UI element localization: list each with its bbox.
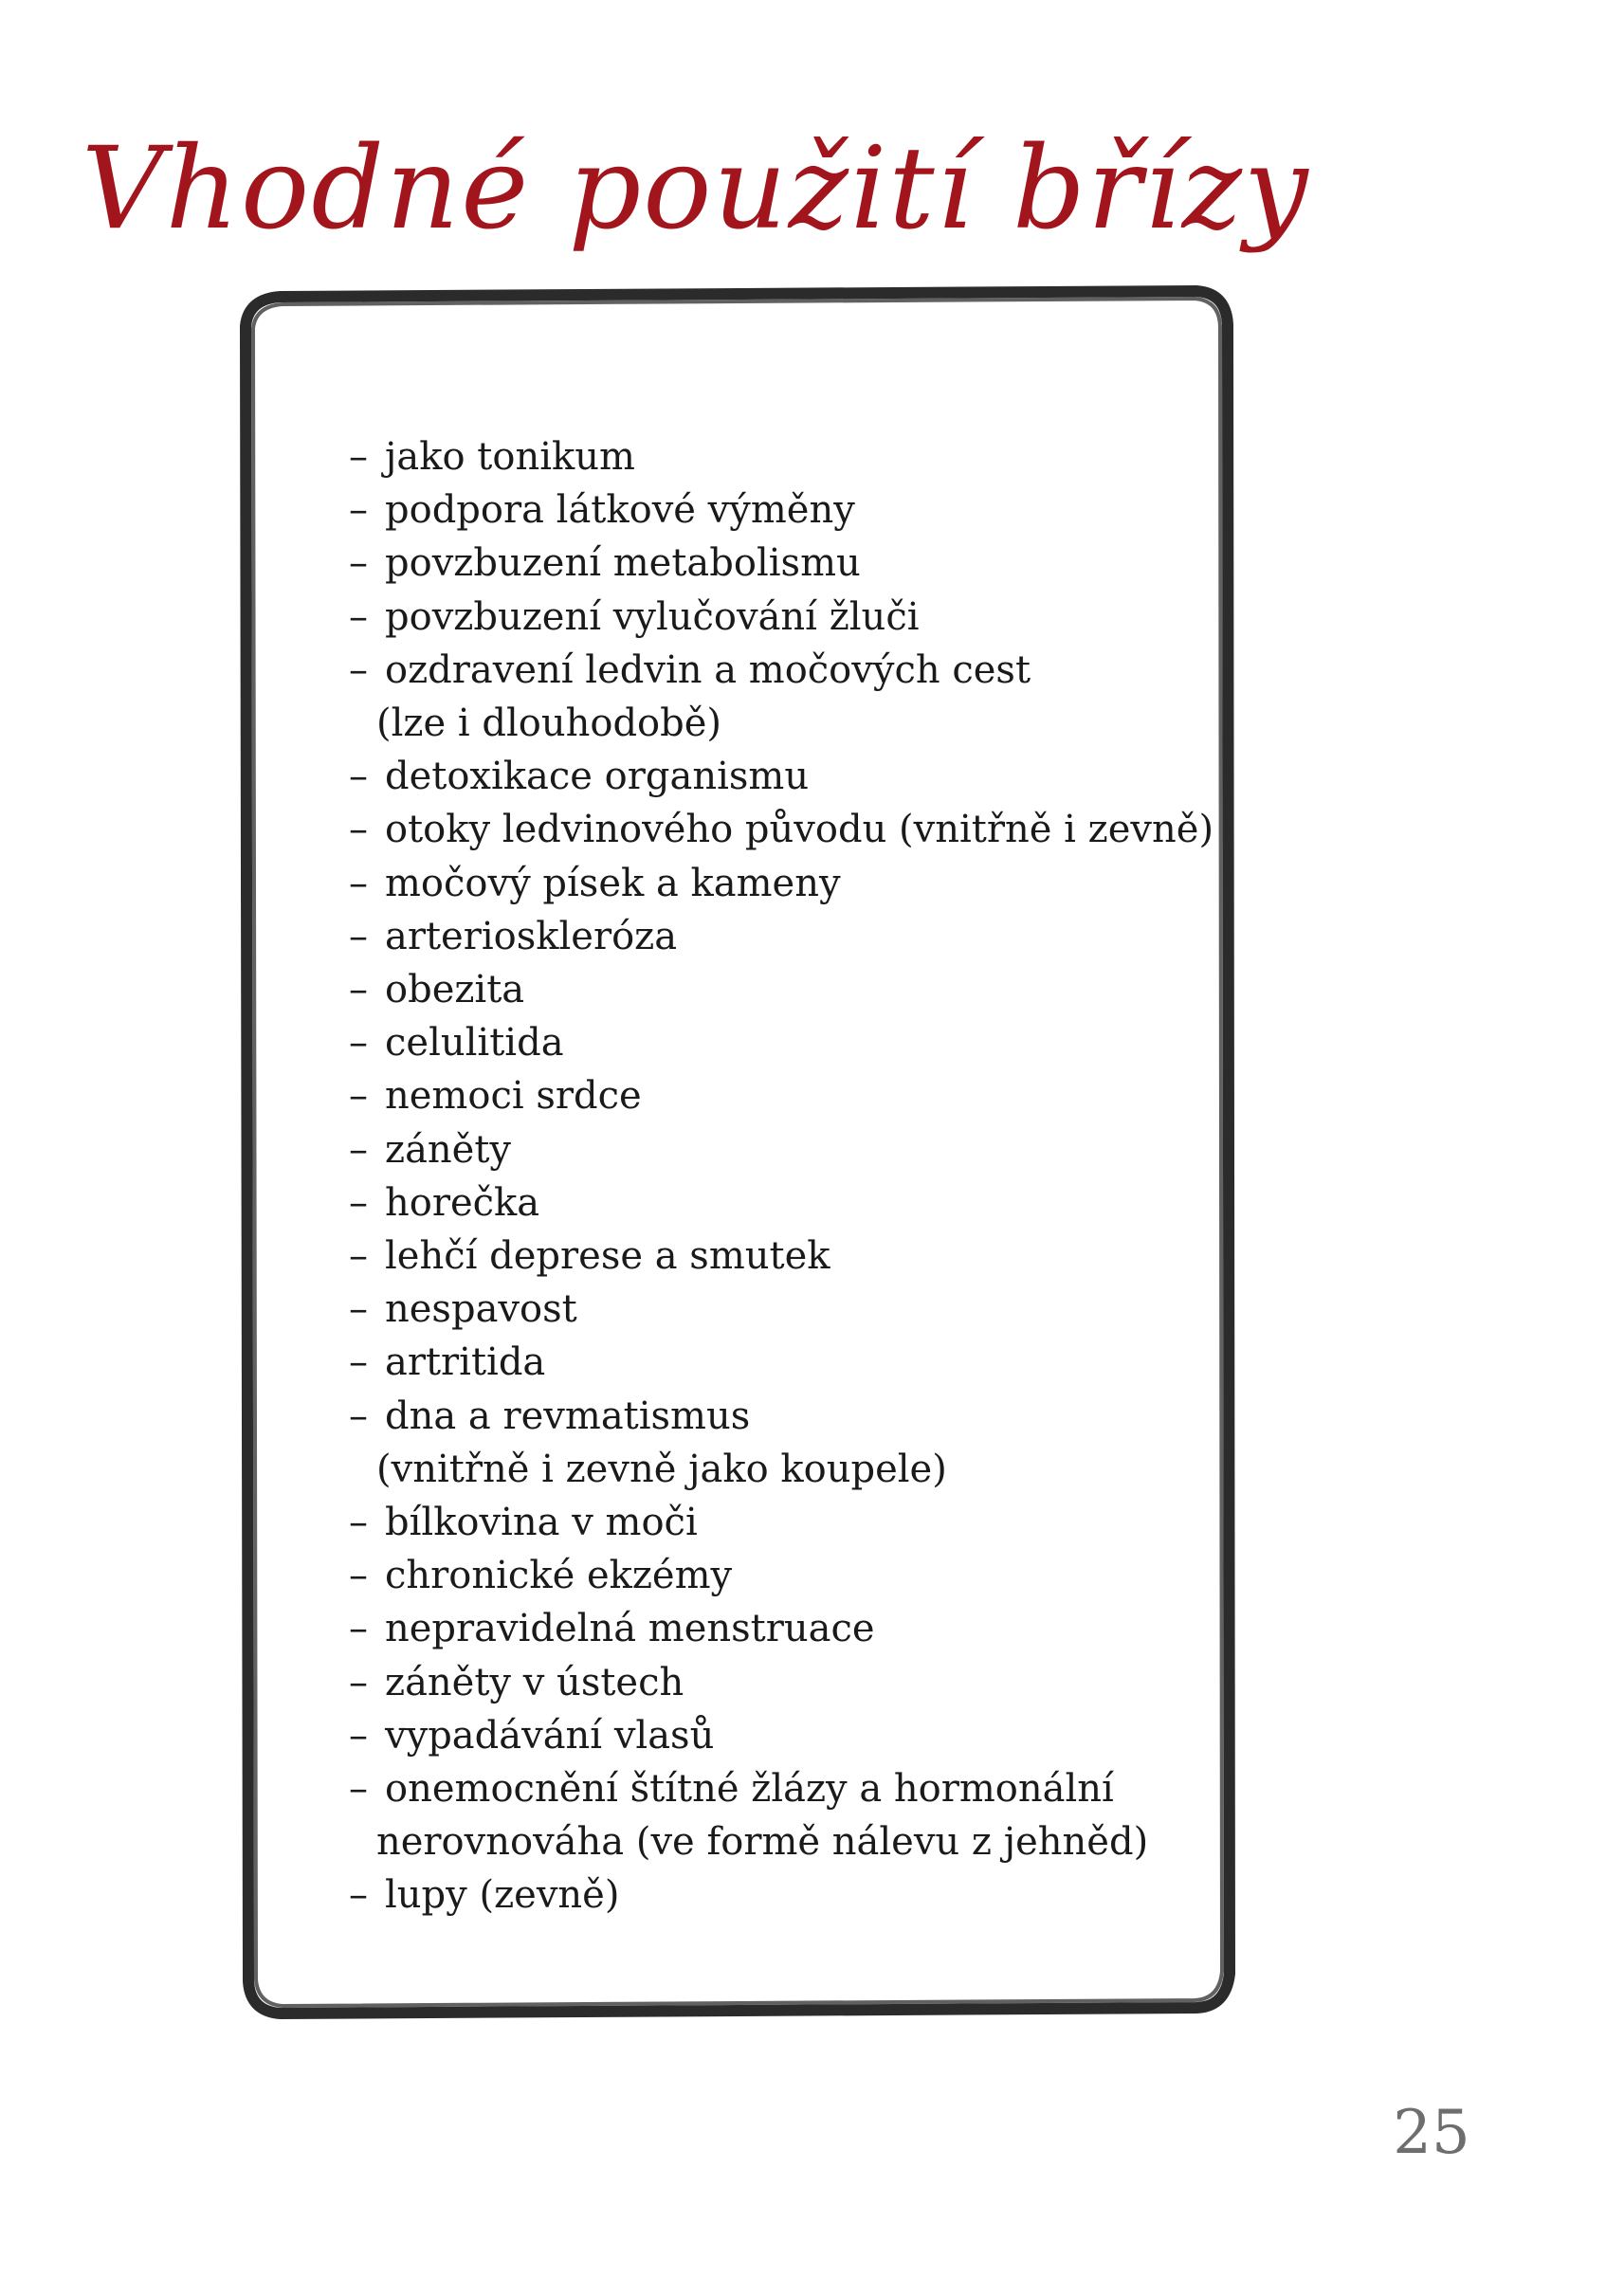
list-dash: – <box>349 1021 368 1066</box>
list-dash: – <box>349 435 368 479</box>
list-item <box>349 1868 1202 1922</box>
list-item-text: povzbuzení vylučování žluči <box>385 594 920 639</box>
list-item-text: onemocnění štítné žlázy a hormonální <box>385 1767 1114 1812</box>
list-item-continuation: (lze i dlouhodobě) <box>376 702 722 746</box>
list-item-text: nemoci srdce <box>385 1074 642 1119</box>
list-item-text: ozdravení ledvin a močových cest <box>385 647 1031 692</box>
list-dash: – <box>349 1234 368 1279</box>
list-dash: – <box>349 1767 368 1812</box>
list-item <box>349 750 1202 803</box>
list-dash: – <box>349 1554 368 1598</box>
list-item-text: podpora látkové výměny <box>385 488 855 533</box>
list-item <box>349 1602 1202 1655</box>
list-item <box>349 1496 1202 1549</box>
list-dash: – <box>349 541 368 586</box>
list-item-text: arterioskleróza <box>385 914 678 958</box>
list-item-text: lupy (zevně) <box>385 1873 620 1918</box>
list-item-continuation: nerovnováha (ve formě nálevu z jehněd) <box>376 1820 1149 1865</box>
page-number: 25 <box>1393 2098 1470 2168</box>
list-item-text: záněty <box>385 1127 512 1172</box>
list-dash: – <box>349 1607 368 1651</box>
list-item <box>349 963 1202 1016</box>
list-item-text: obezita <box>385 968 525 1012</box>
list-item <box>349 430 1202 483</box>
uses-list <box>349 430 1214 1922</box>
list-dash: – <box>349 1873 368 1918</box>
list-item <box>349 1709 1202 1762</box>
list-item <box>349 1069 1202 1122</box>
list-item <box>349 1283 1202 1336</box>
list-item <box>349 591 1202 644</box>
list-dash: – <box>349 1501 368 1545</box>
list-item <box>349 1390 1202 1496</box>
list-item-text: jako tonikum <box>385 435 635 479</box>
list-item <box>349 1336 1202 1389</box>
list-dash: – <box>349 594 368 639</box>
list-item <box>349 1176 1202 1230</box>
list-item-text: chronické ekzémy <box>385 1554 733 1598</box>
list-item <box>349 537 1202 590</box>
list-item-text: záněty v ústech <box>385 1660 684 1704</box>
list-item-text: povzbuzení metabolismu <box>385 541 861 586</box>
list-dash: – <box>349 1074 368 1119</box>
list-item-text: nepravidelná menstruace <box>385 1607 875 1651</box>
list-dash: – <box>349 861 368 905</box>
list-item-text: celulitida <box>385 1021 564 1066</box>
list-item <box>349 644 1202 750</box>
list-dash: – <box>349 1127 368 1172</box>
list-item <box>349 1762 1202 1868</box>
list-item <box>349 1123 1202 1176</box>
list-item-text: bílkovina v moči <box>385 1501 698 1545</box>
list-item <box>349 1230 1202 1283</box>
list-dash: – <box>349 488 368 533</box>
list-dash: – <box>349 1287 368 1332</box>
list-dash: – <box>349 1180 368 1225</box>
list-item <box>349 857 1202 910</box>
list-item-text: nespavost <box>385 1287 577 1332</box>
list-item-text: močový písek a kameny <box>385 861 841 905</box>
list-dash: – <box>349 1394 368 1438</box>
list-dash: – <box>349 808 368 852</box>
list-item-text: dna a revmatismus <box>385 1394 751 1438</box>
list-item <box>349 483 1202 537</box>
list-item-text: lehčí deprese a smutek <box>385 1234 830 1279</box>
list-item-continuation: (vnitřně i zevně jako koupele) <box>376 1447 947 1491</box>
list-item <box>349 1656 1202 1709</box>
list-dash: – <box>349 1660 368 1704</box>
page-title: Vhodné použití břízy <box>82 123 1310 255</box>
list-item <box>349 803 1214 856</box>
list-dash: – <box>349 647 368 692</box>
list-dash: – <box>349 1340 368 1385</box>
list-dash: – <box>349 914 368 958</box>
list-item-text: artritida <box>385 1340 546 1385</box>
list-item <box>349 1549 1202 1602</box>
list-item-text: otoky ledvinového původu (vnitřně i zevně) <box>385 808 1214 852</box>
list-dash: – <box>349 1713 368 1758</box>
list-item <box>349 910 1202 963</box>
list-dash: – <box>349 968 368 1012</box>
list-dash: – <box>349 755 368 799</box>
list-item-text: vypadávání vlasů <box>385 1713 715 1758</box>
list-item-text: detoxikace organismu <box>385 755 810 799</box>
list-item <box>349 1016 1202 1069</box>
list-item-text: horečka <box>385 1180 540 1225</box>
